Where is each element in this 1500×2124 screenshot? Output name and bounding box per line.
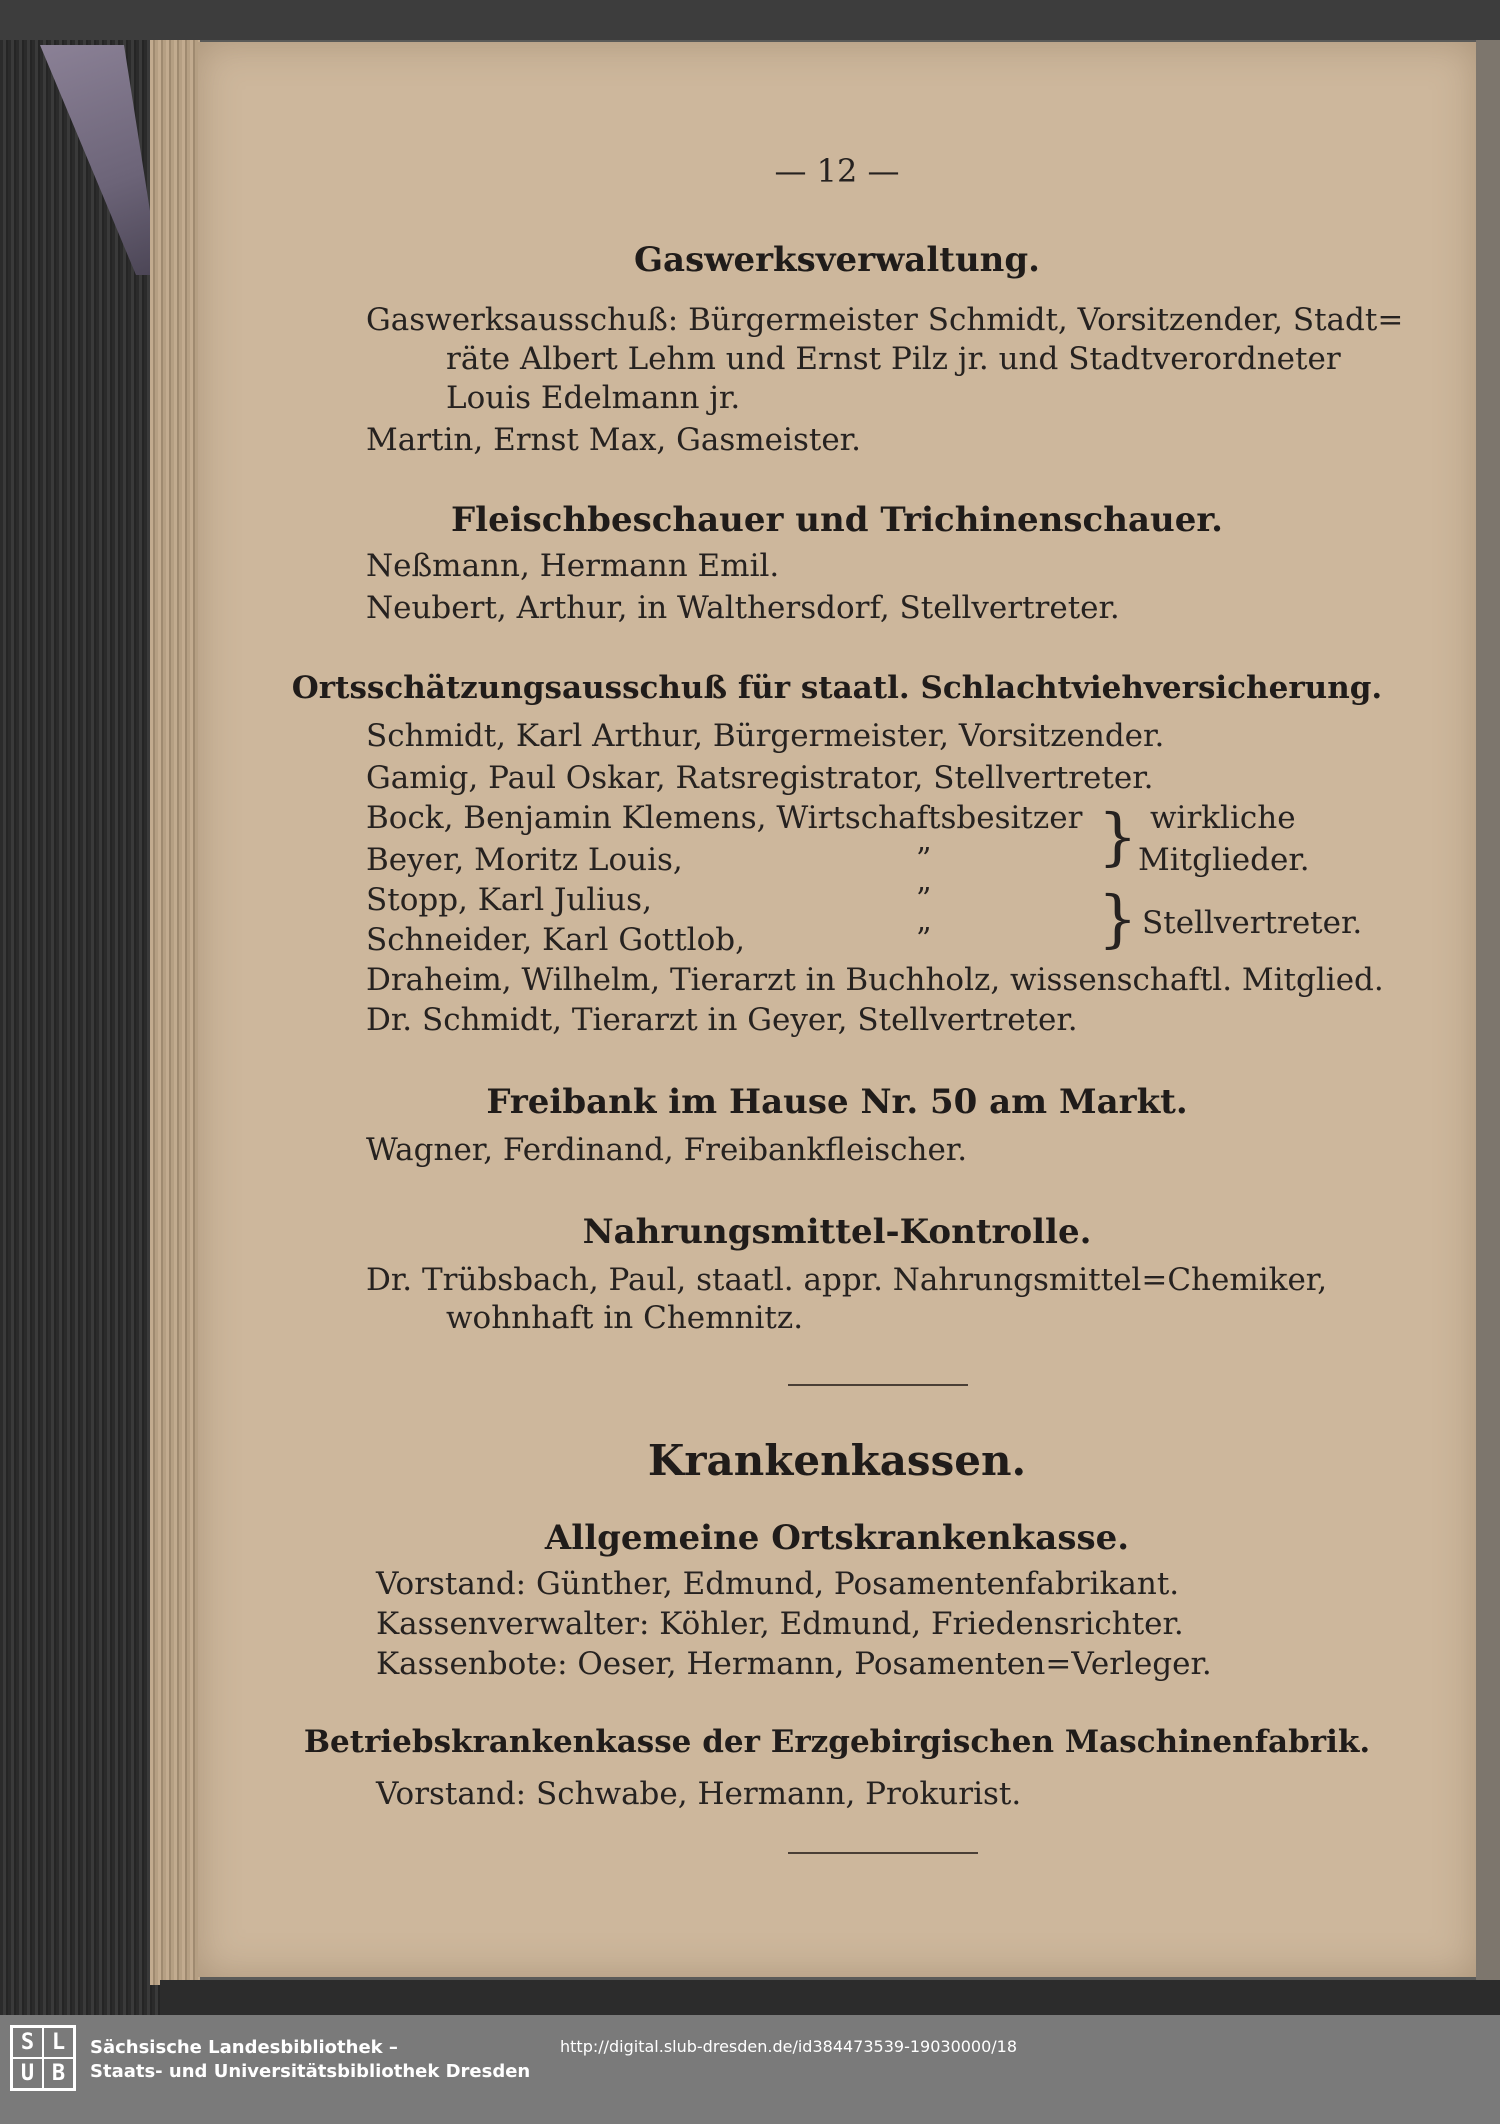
source-url[interactable]: http://digital.slub-dresden.de/id384473539-19030000/18 <box>560 2037 1018 2056</box>
logo-letter: S <box>12 2027 43 2058</box>
text-line: Schmidt, Karl Arthur, Bürgermeister, Vorsitzender. <box>366 718 1165 754</box>
library-footer <box>0 2015 1500 2124</box>
brace-symbol: } <box>1098 800 1138 873</box>
ditto-mark: ” <box>916 882 932 917</box>
bottom-shadow <box>160 1980 1500 2015</box>
text-line: Gaswerksausschuß: Bürgermeister Schmidt, Vorsitzender, Stadt= <box>366 302 1404 338</box>
institution-name-line1: Sächsische Landesbibliothek – <box>90 2037 398 2058</box>
section-title-freibank: Freibank im Hause Nr. 50 am Markt. <box>486 1082 1188 1122</box>
divider-rule <box>788 1384 968 1386</box>
page-number: — 12 — <box>774 152 900 190</box>
text-line: wohnhaft in Chemnitz. <box>446 1300 804 1336</box>
logo-letter: U <box>12 2058 43 2089</box>
chapter-title-krankenkassen: Krankenkassen. <box>647 1436 1027 1485</box>
brace-label: Stellvertreter. <box>1142 905 1363 941</box>
text-line: Dr. Trübsbach, Paul, staatl. appr. Nahrungsmittel=Chemiker, <box>366 1262 1328 1298</box>
text-line: Schneider, Karl Gottlob, <box>366 922 745 958</box>
text-line: Neubert, Arthur, in Walthersdorf, Stellvertreter. <box>366 590 1120 626</box>
text-line: Draheim, Wilhelm, Tierarzt in Buchholz, wissenschaftl. Mitglied. <box>366 962 1384 998</box>
divider-rule <box>788 1852 978 1854</box>
text-line: Wagner, Ferdinand, Freibankfleischer. <box>366 1132 968 1168</box>
section-title-nahrung: Nahrungsmittel-Kontrolle. <box>582 1212 1092 1252</box>
right-shadow <box>1476 40 1500 2015</box>
text-line: Louis Edelmann jr. <box>446 380 741 416</box>
text-line: Bock, Benjamin Klemens, Wirtschaftsbesitzer <box>366 800 1083 836</box>
ditto-mark: ” <box>916 922 932 957</box>
brace-symbol: } <box>1098 882 1138 955</box>
text-line: Vorstand: Günther, Edmund, Posamentenfabrikant. <box>376 1566 1180 1602</box>
brace-label: wirkliche <box>1150 800 1296 836</box>
text-line: Kassenbote: Oeser, Hermann, Posamenten=Verleger. <box>376 1646 1212 1682</box>
text-line: Vorstand: Schwabe, Hermann, Prokurist. <box>376 1776 1022 1812</box>
slub-logo <box>10 2025 76 2091</box>
text-line: Kassenverwalter: Köhler, Edmund, Friedensrichter. <box>376 1606 1184 1642</box>
brace-label: Mitglieder. <box>1138 842 1310 878</box>
institution-name-line2: Staats- und Universitätsbibliothek Dresden <box>90 2061 531 2082</box>
text-line: Neßmann, Hermann Emil. <box>366 548 780 584</box>
scanner-top-band <box>0 0 1500 40</box>
text-line: Dr. Schmidt, Tierarzt in Geyer, Stellvertreter. <box>366 1002 1078 1038</box>
text-line: Martin, Ernst Max, Gasmeister. <box>366 422 861 458</box>
page-edge <box>150 40 200 1985</box>
logo-letter: B <box>43 2058 74 2089</box>
section-title-meat: Fleischbeschauer und Trichinenschauer. <box>451 500 1223 540</box>
section-title-orts: Ortsschätzungsausschuß für staatl. Schlachtviehversicherung. <box>291 670 1383 706</box>
text-line: räte Albert Lehm und Ernst Pilz jr. und Stadtverordneter <box>446 341 1341 377</box>
section-title-gas: Gaswerksverwaltung. <box>634 240 1040 280</box>
text-line: Gamig, Paul Oskar, Ratsregistrator, Stellvertreter. <box>366 760 1154 796</box>
book-spine <box>0 40 160 2015</box>
text-line: Beyer, Moritz Louis, <box>366 842 683 878</box>
logo-letter: L <box>43 2027 74 2058</box>
ditto-mark: ” <box>916 842 932 877</box>
text-line: Stopp, Karl Julius, <box>366 882 652 918</box>
section-title-betrieb: Betriebskrankenkasse der Erzgebirgischen Maschinenfabrik. <box>303 1724 1371 1760</box>
section-title-allg: Allgemeine Ortskrankenkasse. <box>544 1518 1130 1558</box>
